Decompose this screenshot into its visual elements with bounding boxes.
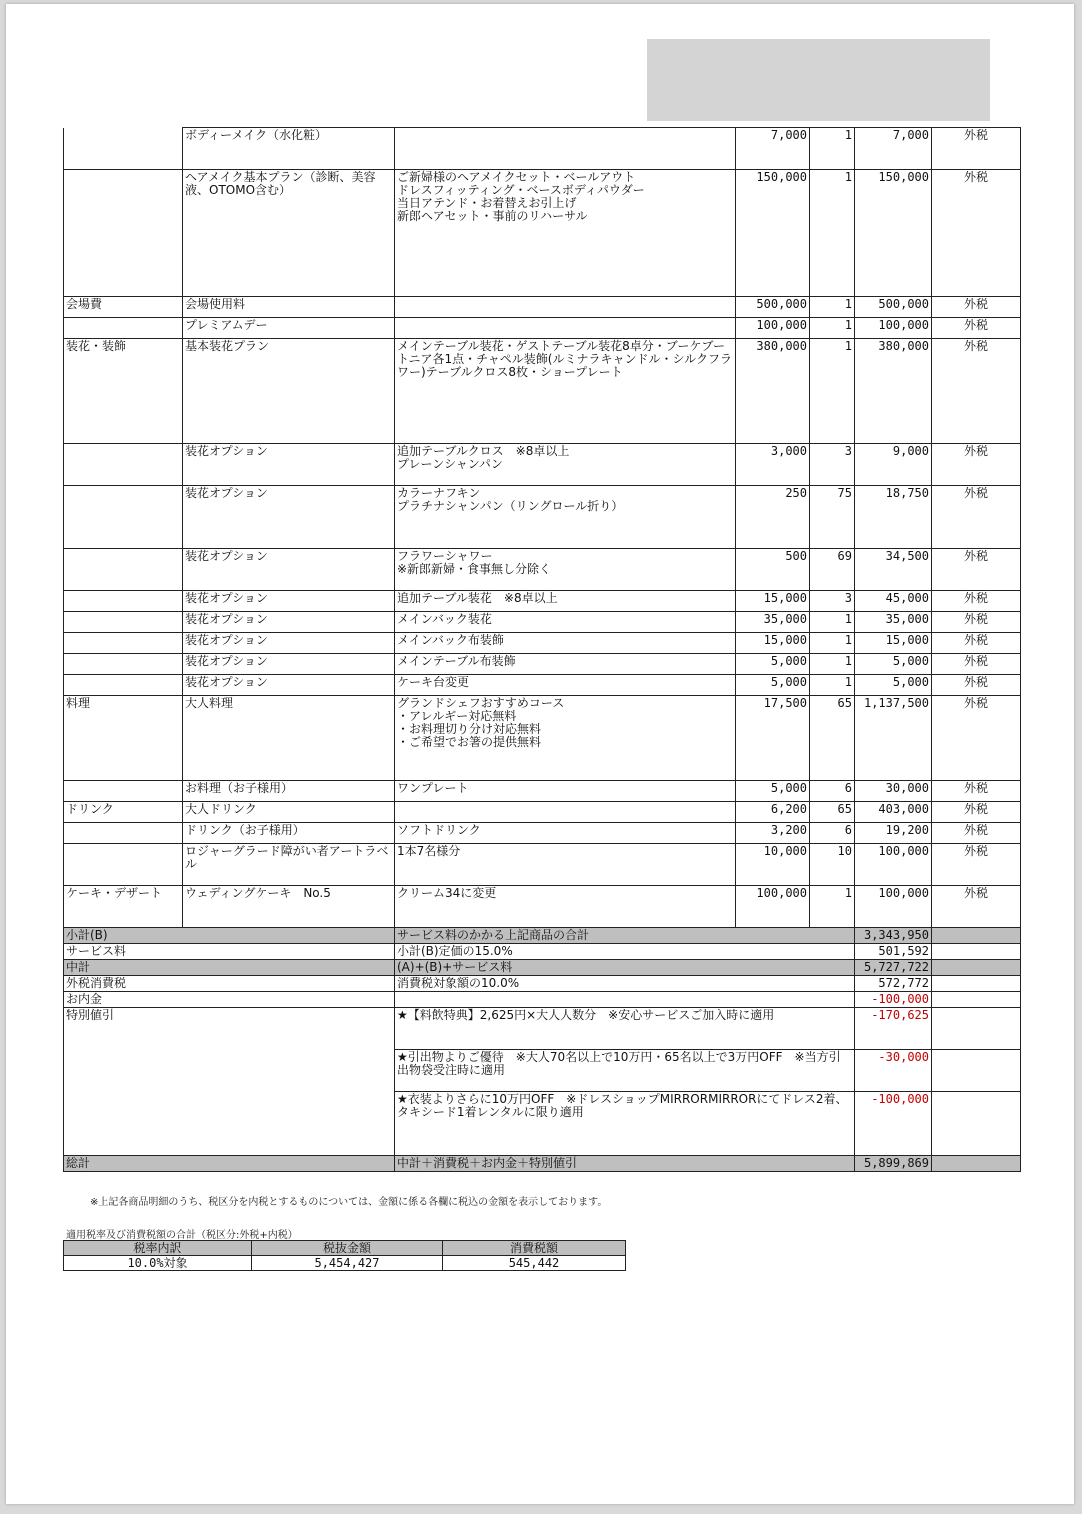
amount: 5,000 (855, 654, 932, 675)
unit-price: 15,000 (736, 591, 810, 612)
amount: 500,000 (855, 297, 932, 318)
tax-type: 外税 (932, 844, 1021, 886)
unit-price: 250 (736, 486, 810, 549)
amount: 15,000 (855, 633, 932, 654)
table-row (64, 844, 1021, 886)
category-cell (64, 318, 183, 339)
category-cell: 会場費 (64, 297, 183, 318)
category-cell (64, 654, 183, 675)
quantity: 6 (810, 823, 855, 844)
table-row (64, 339, 1021, 444)
category-cell (64, 612, 183, 633)
item-name: 装花オプション (183, 444, 395, 486)
unit-price: 3,200 (736, 823, 810, 844)
table-row (64, 318, 1021, 339)
quantity: 65 (810, 696, 855, 781)
quantity: 3 (810, 591, 855, 612)
tax-type: 外税 (932, 886, 1021, 928)
amount: 5,000 (855, 675, 932, 696)
amount: 1,137,500 (855, 696, 932, 781)
item-name: 装花オプション (183, 633, 395, 654)
tax-header-tax: 消費税額 (443, 1241, 626, 1256)
discount-row-1: 特別値引 ★【料飲特典】2,625円×大人人数分 ※安心サービスご加入時に適用 -170,625 (64, 1008, 1021, 1050)
item-description: カラーナフキン プラチナシャンパン（リングロール折り） (395, 486, 736, 549)
tax-type: 外税 (932, 339, 1021, 444)
item-name: ボディーメイク（水化粧） (183, 128, 395, 170)
unit-price: 380,000 (736, 339, 810, 444)
tax-summary-table (63, 1240, 626, 1271)
amount: 150,000 (855, 170, 932, 297)
quantity: 1 (810, 339, 855, 444)
tax-summary-values (64, 1256, 626, 1271)
quantity: 75 (810, 486, 855, 549)
unit-price: 35,000 (736, 612, 810, 633)
item-description: 追加テーブルクロス ※8卓以上 プレーンシャンパン (395, 444, 736, 486)
quantity: 3 (810, 444, 855, 486)
tax-type: 外税 (932, 654, 1021, 675)
item-description: ケーキ台変更 (395, 675, 736, 696)
item-name: 基本装花プラン (183, 339, 395, 444)
unit-price: 5,000 (736, 675, 810, 696)
table-row (64, 486, 1021, 549)
amount: 403,000 (855, 802, 932, 823)
item-description: フラワーシャワー ※新郎新婦・食事無し分除く (395, 549, 736, 591)
tax-header-rate: 税率内訳 (64, 1241, 252, 1256)
tax-value-tax: 545,442 (443, 1256, 626, 1271)
tax-note: ※上記各商品明細のうち、税区分を内税とするものについては、金額に係る各欄に税込の金額を表示しております。 (90, 1197, 608, 1208)
amount: 100,000 (855, 844, 932, 886)
quantity: 1 (810, 318, 855, 339)
tax-value-rate: 10.0%対象 (64, 1256, 252, 1271)
unit-price: 5,000 (736, 654, 810, 675)
quantity: 65 (810, 802, 855, 823)
redacted-area (647, 39, 990, 121)
quantity: 1 (810, 297, 855, 318)
item-name: 会場使用料 (183, 297, 395, 318)
item-name: ウェディングケーキ No.5 (183, 886, 395, 928)
unit-price: 500,000 (736, 297, 810, 318)
category-cell: 装花・装飾 (64, 339, 183, 444)
quantity: 1 (810, 170, 855, 297)
table-row (64, 128, 1021, 170)
item-name: 大人料理 (183, 696, 395, 781)
category-cell (64, 486, 183, 549)
amount: 380,000 (855, 339, 932, 444)
tax-type: 外税 (932, 696, 1021, 781)
amount: 45,000 (855, 591, 932, 612)
category-cell (64, 444, 183, 486)
unit-price: 6,200 (736, 802, 810, 823)
table-row (64, 633, 1021, 654)
category-cell (64, 170, 183, 297)
item-name: 装花オプション (183, 549, 395, 591)
quantity: 69 (810, 549, 855, 591)
unit-price: 17,500 (736, 696, 810, 781)
amount: 100,000 (855, 318, 932, 339)
amount: 30,000 (855, 781, 932, 802)
discount-row-3: ★衣装よりさらに10万円OFF ※ドレスショップMIRRORMIRRORにてドレス2着、タキシード1着レンタルに限り適用 -100,000 (64, 1092, 1021, 1156)
item-description: グランドシェフおすすめコース ・アレルギー対応無料 ・お料理切り分け対応無料 ・ご希望でお箸の提供無料 (395, 696, 736, 781)
unit-price: 5,000 (736, 781, 810, 802)
table-row (64, 802, 1021, 823)
item-name: ドリンク（お子様用） (183, 823, 395, 844)
table-row (64, 612, 1021, 633)
tax-type: 外税 (932, 170, 1021, 297)
summary-row-total: 総計 中計＋消費税＋お内金＋特別値引 5,899,869 (64, 1156, 1021, 1172)
amount: 7,000 (855, 128, 932, 170)
quantity: 1 (810, 612, 855, 633)
item-description (395, 297, 736, 318)
table-row (64, 781, 1021, 802)
item-name: 装花オプション (183, 612, 395, 633)
tax-summary-title: 適用税率及び消費税額の合計（税区分:外税+内税） (66, 1230, 298, 1241)
quantity: 1 (810, 886, 855, 928)
unit-price: 500 (736, 549, 810, 591)
quantity: 1 (810, 633, 855, 654)
table-row (64, 886, 1021, 928)
item-name: 装花オプション (183, 654, 395, 675)
tax-summary-header (64, 1241, 626, 1256)
tax-type: 外税 (932, 486, 1021, 549)
item-description: 1本7名様分 (395, 844, 736, 886)
table-row (64, 675, 1021, 696)
category-cell: ケーキ・デザート (64, 886, 183, 928)
unit-price: 100,000 (736, 886, 810, 928)
item-description: メインテーブル装花・ゲストテーブル装花8卓分・ブーケブートニア各1点・チャペル装飾(ルミナラキャンドル・シルクフラワー)テーブルクロス8枚・ショープレート (395, 339, 736, 444)
unit-price: 3,000 (736, 444, 810, 486)
table-row (64, 823, 1021, 844)
item-description: ソフトドリンク (395, 823, 736, 844)
item-description: ご新婦様のヘアメイクセット・ベールアウト ドレスフィッティング・ベースボディパウダー 当日アテンド・お着替えお引上げ 新郎ヘアセット・事前のリハーサル (395, 170, 736, 297)
item-description: ワンプレート (395, 781, 736, 802)
unit-price: 150,000 (736, 170, 810, 297)
amount: 19,200 (855, 823, 932, 844)
item-description: クリーム34に変更 (395, 886, 736, 928)
table-row (64, 654, 1021, 675)
unit-price: 7,000 (736, 128, 810, 170)
item-description: メインバック装花 (395, 612, 736, 633)
tax-type: 外税 (932, 128, 1021, 170)
line-items-table (63, 127, 1021, 1172)
table-row (64, 696, 1021, 781)
tax-type: 外税 (932, 633, 1021, 654)
category-cell (64, 844, 183, 886)
tax-type: 外税 (932, 802, 1021, 823)
amount: 100,000 (855, 886, 932, 928)
tax-type: 外税 (932, 444, 1021, 486)
category-cell (64, 549, 183, 591)
item-description: メインバック布装飾 (395, 633, 736, 654)
tax-type: 外税 (932, 297, 1021, 318)
category-cell (64, 591, 183, 612)
item-description: メインテーブル布装飾 (395, 654, 736, 675)
unit-price: 10,000 (736, 844, 810, 886)
tax-type: 外税 (932, 823, 1021, 844)
quantity: 6 (810, 781, 855, 802)
table-row (64, 549, 1021, 591)
item-name: プレミアムデー (183, 318, 395, 339)
table-row (64, 591, 1021, 612)
amount: 35,000 (855, 612, 932, 633)
summary-row-deposit: お内金 -100,000 (64, 992, 1021, 1008)
tax-type: 外税 (932, 318, 1021, 339)
item-name: 装花オプション (183, 591, 395, 612)
tax-value-base: 5,454,427 (252, 1256, 443, 1271)
table-row (64, 444, 1021, 486)
category-cell: 料理 (64, 696, 183, 781)
tax-type: 外税 (932, 549, 1021, 591)
tax-header-base: 税抜金額 (252, 1241, 443, 1256)
quantity: 1 (810, 654, 855, 675)
amount: 34,500 (855, 549, 932, 591)
summary-row-service: サービス料 小計(B)定価の15.0% 501,592 (64, 944, 1021, 960)
item-name: ロジャーグラード障がい者アートラベル (183, 844, 395, 886)
quantity: 1 (810, 675, 855, 696)
item-name: 装花オプション (183, 675, 395, 696)
item-description: 追加テーブル装花 ※8卓以上 (395, 591, 736, 612)
category-cell (64, 633, 183, 654)
quantity: 10 (810, 844, 855, 886)
item-description (395, 318, 736, 339)
category-cell: ドリンク (64, 802, 183, 823)
category-cell (64, 781, 183, 802)
item-description (395, 128, 736, 170)
summary-section (64, 928, 1021, 1172)
unit-price: 15,000 (736, 633, 810, 654)
invoice-page (6, 4, 1074, 1504)
amount: 9,000 (855, 444, 932, 486)
category-cell (64, 675, 183, 696)
category-cell (64, 128, 183, 170)
item-name: 装花オプション (183, 486, 395, 549)
summary-row-subtotal: 小計(B) サービス料のかかる上記商品の合計 3,343,950 (64, 928, 1021, 944)
table-row (64, 297, 1021, 318)
category-cell (64, 823, 183, 844)
item-name: ヘアメイク基本プラン（診断、美容液、OTOMO含む） (183, 170, 395, 297)
tax-type: 外税 (932, 591, 1021, 612)
table-row (64, 170, 1021, 297)
tax-type: 外税 (932, 612, 1021, 633)
item-description (395, 802, 736, 823)
summary-row-middle: 中計 (A)+(B)+サービス料 5,727,722 (64, 960, 1021, 976)
summary-row-tax: 外税消費税 消費税対象額の10.0% 572,772 (64, 976, 1021, 992)
discount-row-2: ★引出物よりご優待 ※大人70名以上で10万円・65名以上で3万円OFF ※当方引出物袋受注時に適用 -30,000 (64, 1050, 1021, 1092)
amount: 18,750 (855, 486, 932, 549)
item-name: 大人ドリンク (183, 802, 395, 823)
unit-price: 100,000 (736, 318, 810, 339)
quantity: 1 (810, 128, 855, 170)
tax-type: 外税 (932, 781, 1021, 802)
tax-type: 外税 (932, 675, 1021, 696)
item-name: お料理（お子様用） (183, 781, 395, 802)
